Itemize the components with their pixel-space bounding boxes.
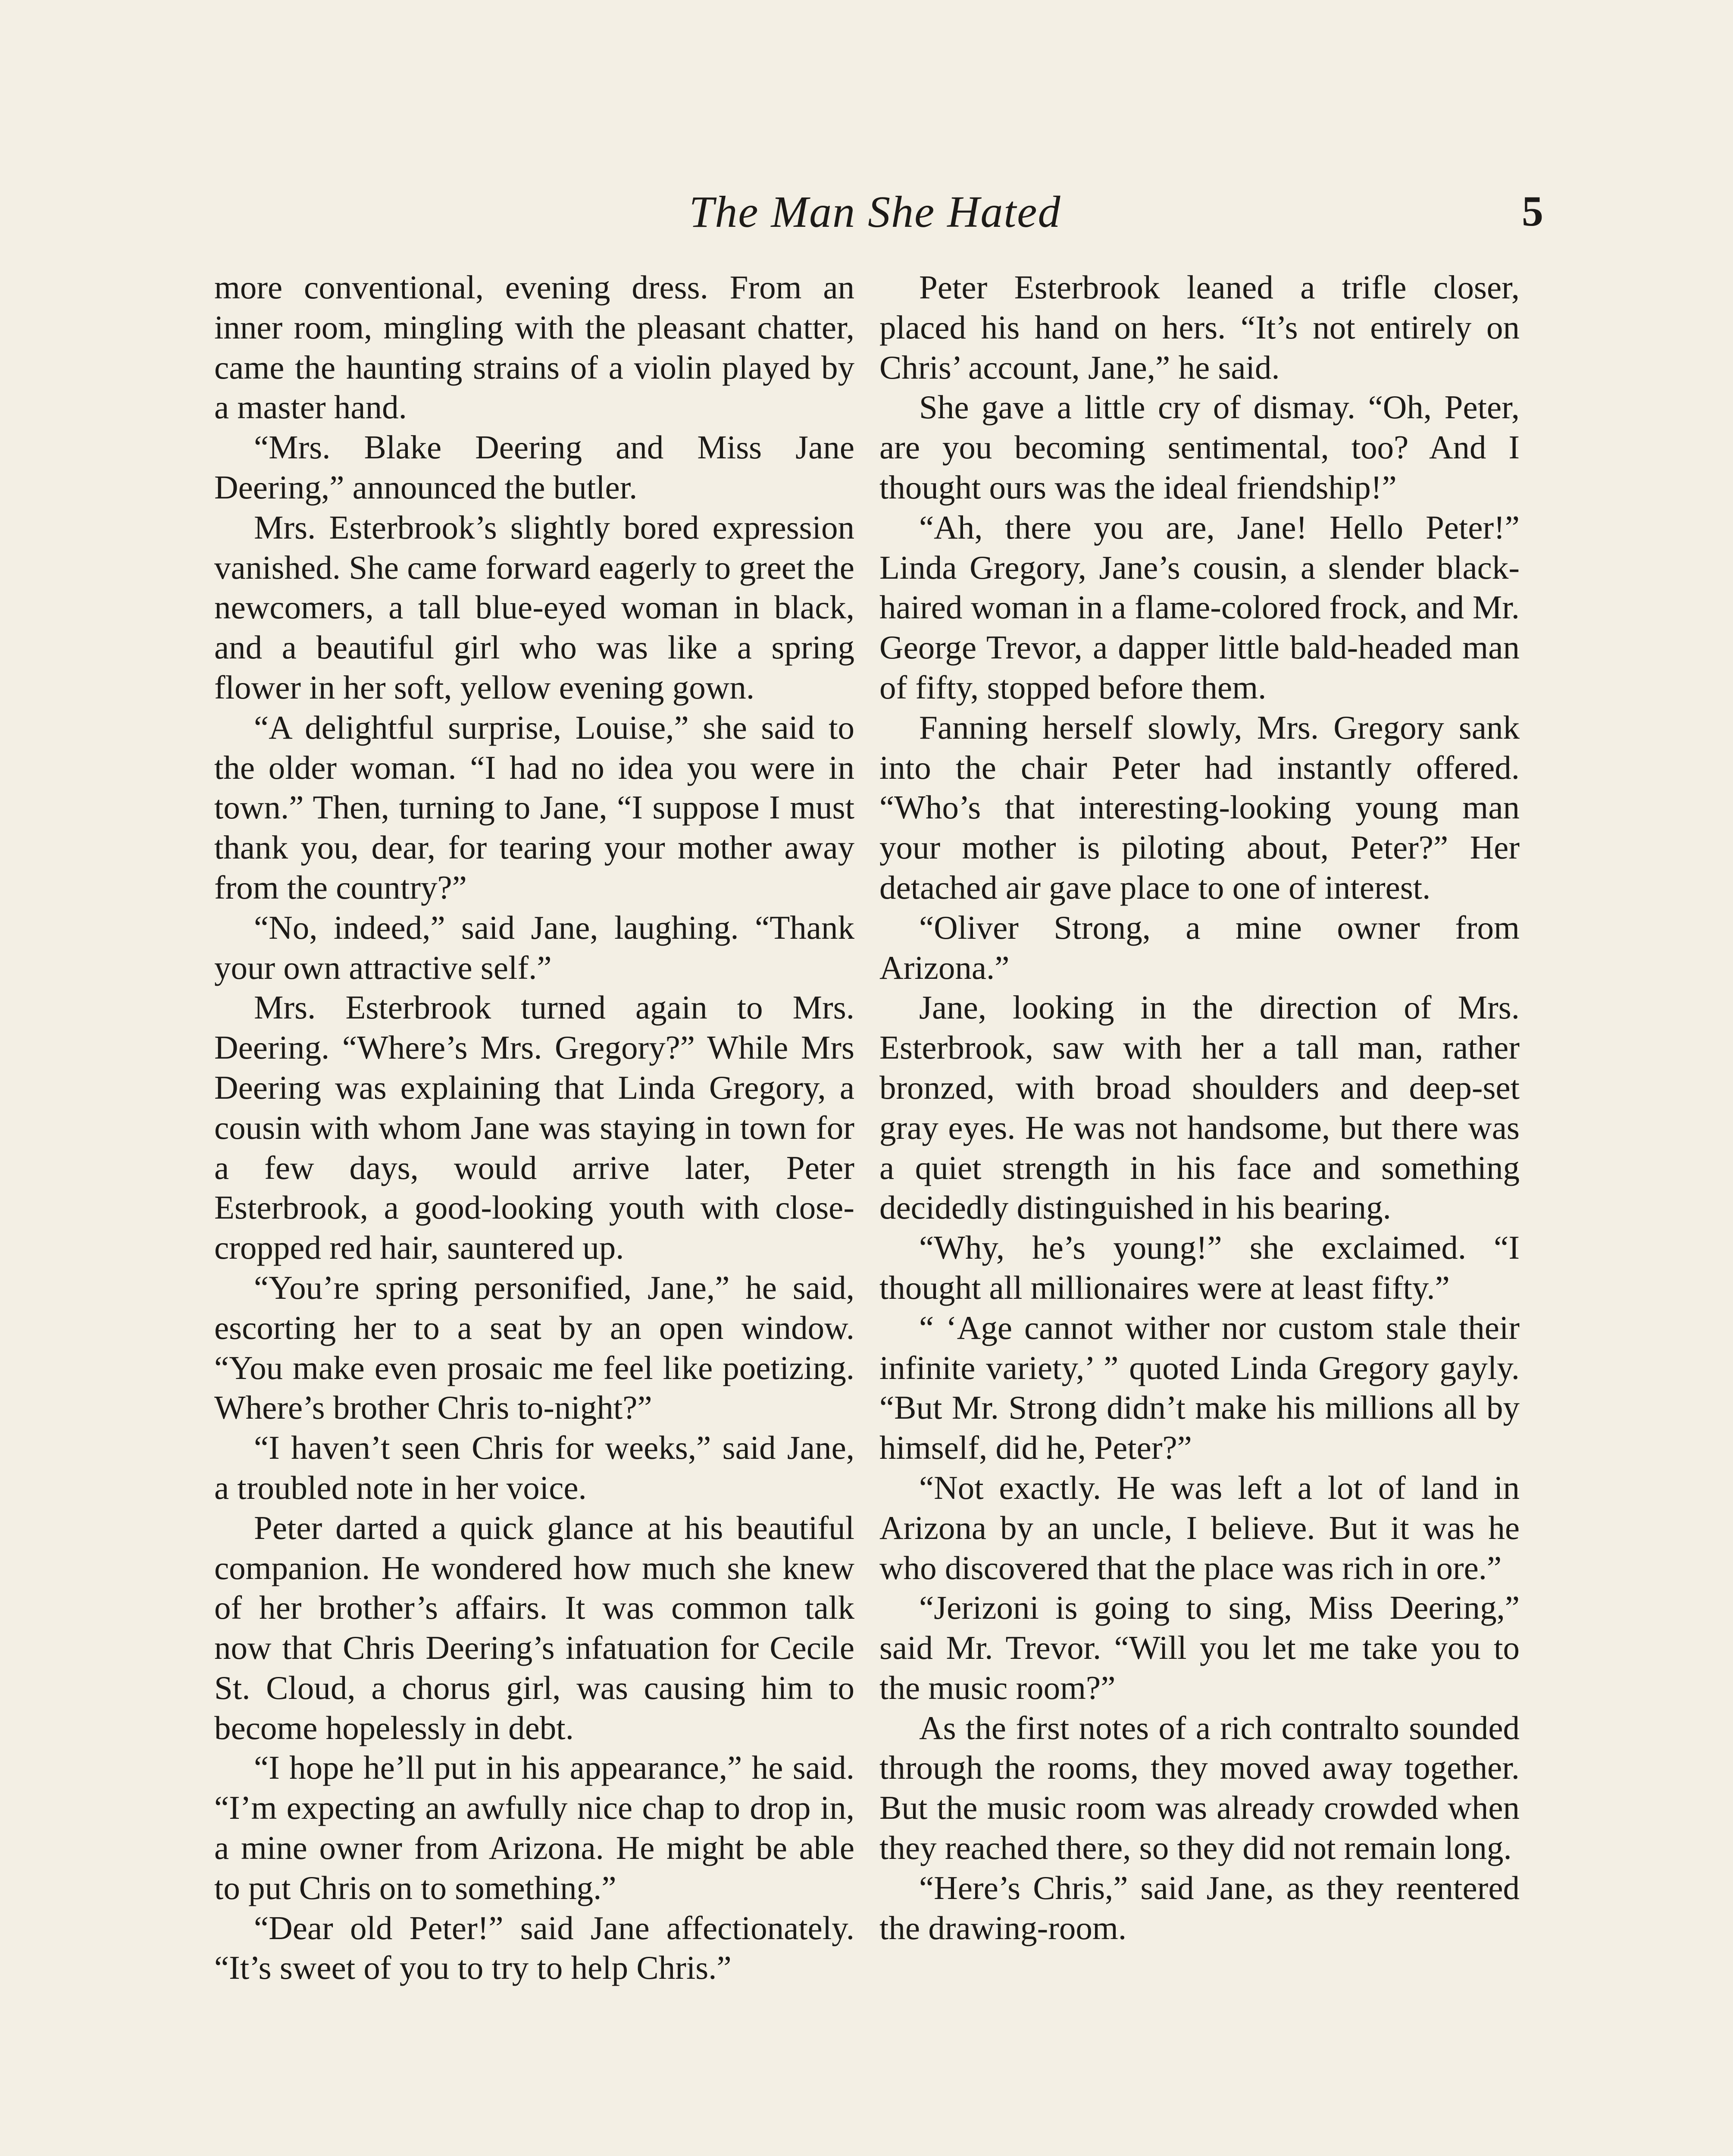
paragraph: As the first notes of a rich contralto sounded through the rooms, they moved away together. But the music room was already crowded when they reached there, so they did not remain long.	[879, 1709, 1520, 1867]
paragraph: Peter Esterbrook leaned a trifle closer, placed his hand on hers. “It’s not entirely on Chris’ account, Jane,” he said.	[879, 269, 1520, 386]
paragraph: “Ah, there you are, Jane! Hello Peter!” Linda Gregory, Jane’s cousin, a slender black-haired woman in a flame-colored frock, and Mr. George Trevor, a dapper little bald-headed man of fifty, stopped before them.	[879, 508, 1520, 706]
paragraph: “Mrs. Blake Deering and Miss Jane Deering,” announced the butler.	[214, 429, 854, 506]
paragraph: “Here’s Chris,” said Jane, as they reentered the drawing-room.	[879, 1869, 1520, 1946]
paragraph: Jane, looking in the direction of Mrs. Esterbrook, saw with her a tall man, rather bronzed, with broad shoulders and deep-set gray eyes. He was not handsome, but there was a quiet strength in his face and something decidedly distinguished in his bearing.	[879, 989, 1520, 1226]
running-title: The Man She Hated	[689, 187, 1061, 237]
paragraph: She gave a little cry of dismay. “Oh, Peter, are you becoming sentimental, too? And I thought ours was the ideal friendship!”	[879, 389, 1520, 506]
page-number: 5	[1522, 187, 1543, 235]
paragraph: Peter darted a quick glance at his beautiful companion. He wondered how much she knew of her brother’s affairs. It was common talk now that Chris Deering’s infatuation for Cecile St. Cloud, a chorus girl, was causing him to become hopelessly in debt.	[214, 1509, 854, 1746]
paragraph: “I hope he’ll put in his appearance,” he said. “I’m expecting an awfully nice chap to drop in, a mine owner from Arizona. He might be able to put Chris on to something.”	[214, 1749, 854, 1906]
paragraph: “Not exactly. He was left a lot of land in Arizona by an uncle, I believe. But it was he who discovered that the place was rich in ore.”	[879, 1469, 1520, 1586]
paragraph: “A delightful surprise, Louise,” she said to the older woman. “I had no idea you were in town.” Then, turning to Jane, “I suppose I must thank you, dear, for tearing your mother away from the country?”	[214, 708, 854, 906]
paragraph: “I haven’t seen Chris for weeks,” said Jane, a troubled note in her voice.	[214, 1429, 854, 1506]
paragraph: more conventional, evening dress. From an inner room, mingling with the pleasant chatter, came the haunting strains of a violin played by a master hand.	[214, 269, 854, 426]
paragraph: “No, indeed,” said Jane, laughing. “Thank your own attractive self.”	[214, 909, 854, 986]
right-column	[879, 267, 1520, 2156]
paragraph: Mrs. Esterbrook’s slightly bored expression vanished. She came forward eagerly to greet the newcomers, a tall blue-eyed woman in black, and a beautiful girl who was like a spring flower in her soft, yellow evening gown.	[214, 508, 854, 706]
left-column	[214, 267, 854, 2156]
paragraph: “Dear old Peter!” said Jane affectionately. “It’s sweet of you to try to help Chris.”	[214, 1909, 854, 1987]
text-columns	[214, 267, 1520, 2156]
paragraph: “Why, he’s young!” she exclaimed. “I thought all millionaires were at least fifty.”	[879, 1229, 1520, 1306]
paragraph: “Jerizoni is going to sing, Miss Deering,” said Mr. Trevor. “Will you let me take you to the music room?”	[879, 1589, 1520, 1706]
paragraph: Mrs. Esterbrook turned again to Mrs. Deering. “Where’s Mrs. Gregory?” While Mrs Deering was explaining that Linda Gregory, a cousin with whom Jane was staying in town for a few days, would arrive later, Peter Esterbrook, a good-looking youth with close-cropped red hair, sauntered up.	[214, 989, 854, 1266]
paragraph: Fanning herself slowly, Mrs. Gregory sank into the chair Peter had instantly offered. “Who’s that interesting-looking young man your mother is piloting about, Peter?” Her detached air gave place to one of interest.	[879, 708, 1520, 906]
page-header	[207, 186, 1543, 242]
paragraph: “You’re spring personified, Jane,” he said, escorting her to a seat by an open window. “You make even prosaic me feel like poetizing. Where’s brother Chris to-night?”	[214, 1269, 854, 1426]
paragraph: “Oliver Strong, a mine owner from Arizona.”	[879, 909, 1520, 986]
paragraph: “ ‘Age cannot wither nor custom stale their infinite variety,’ ” quoted Linda Gregory gayly. “But Mr. Strong didn’t make his millions all by himself, did he, Peter?”	[879, 1309, 1520, 1467]
